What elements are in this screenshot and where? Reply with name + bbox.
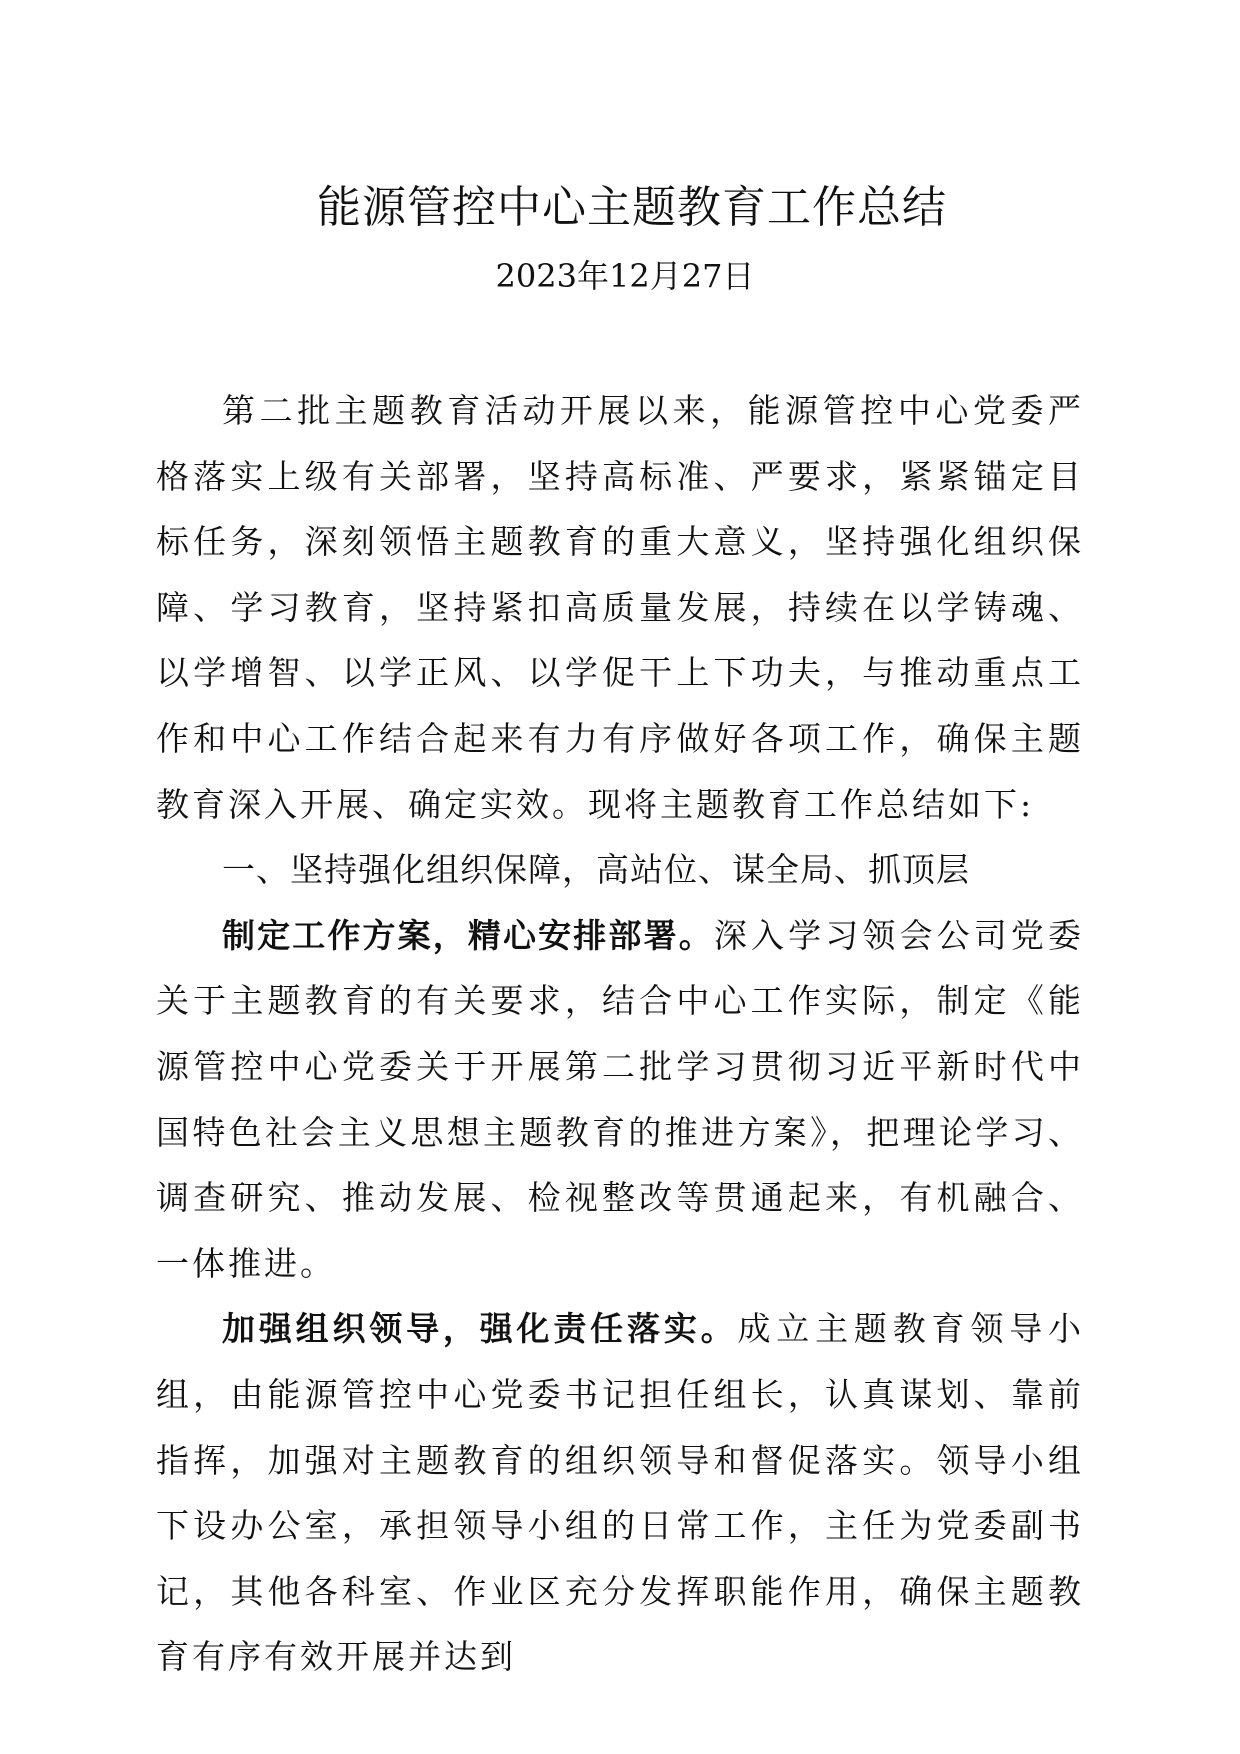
paragraph-text-work-plan: 深入学习领会公司党委关于主题教育的有关要求，结合中心工作实际，制定《能源管控中心党委关于开展第二批学习贯彻习近平新时代中国特色社会主义思想主题教育的推进方案》，把理论学习、调查研究、推动发展、检视整改等贯通起来，有机融合、一体推进。: [156, 915, 1085, 1283]
paragraph-lead-leadership: 加强组织领导，强化责任落实。: [222, 1309, 738, 1349]
document-body: [156, 378, 1084, 1690]
section-heading-1: 一、坚持强化组织保障，高站位、谋全局、抓顶层: [222, 850, 970, 890]
paragraph-lead-work-plan: 制定工作方案，精心安排部署。: [222, 915, 714, 955]
intro-paragraph: 第二批主题教育活动开展以来，能源管控中心党委严格落实上级有关部署，坚持高标准、严要求，紧紧锚定目标任务，深刻领悟主题教育的重大意义，坚持强化组织保障、学习教育，坚持紧扣高质量发展，持续在以学铸魂、以学增智、以学正风、以学促干上下功夫，与推动重点工作和中心工作结合起来有力有序做好各项工作，确保主题教育深入开展、确定实效。现将主题教育工作总结如下:: [156, 391, 1084, 824]
document-title: 能源管控中心主题教育工作总结: [317, 182, 947, 233]
paragraph-leadership: [156, 1296, 1084, 1690]
paragraph-work-plan: [156, 903, 1084, 1297]
document-date: 2023年12月27日: [495, 257, 755, 295]
paragraph-text-leadership: 成立主题教育领导小组，由能源管控中心党委书记担任组长，认真谋划、靠前指挥，加强对主题教育的组织领导和督促落实。领导小组下设办公室，承担领导小组的日常工作，主任为党委副书记，其他各科室、作业区充分发挥职能作用，确保主题教育有序有效开展并达到: [156, 1309, 1085, 1677]
